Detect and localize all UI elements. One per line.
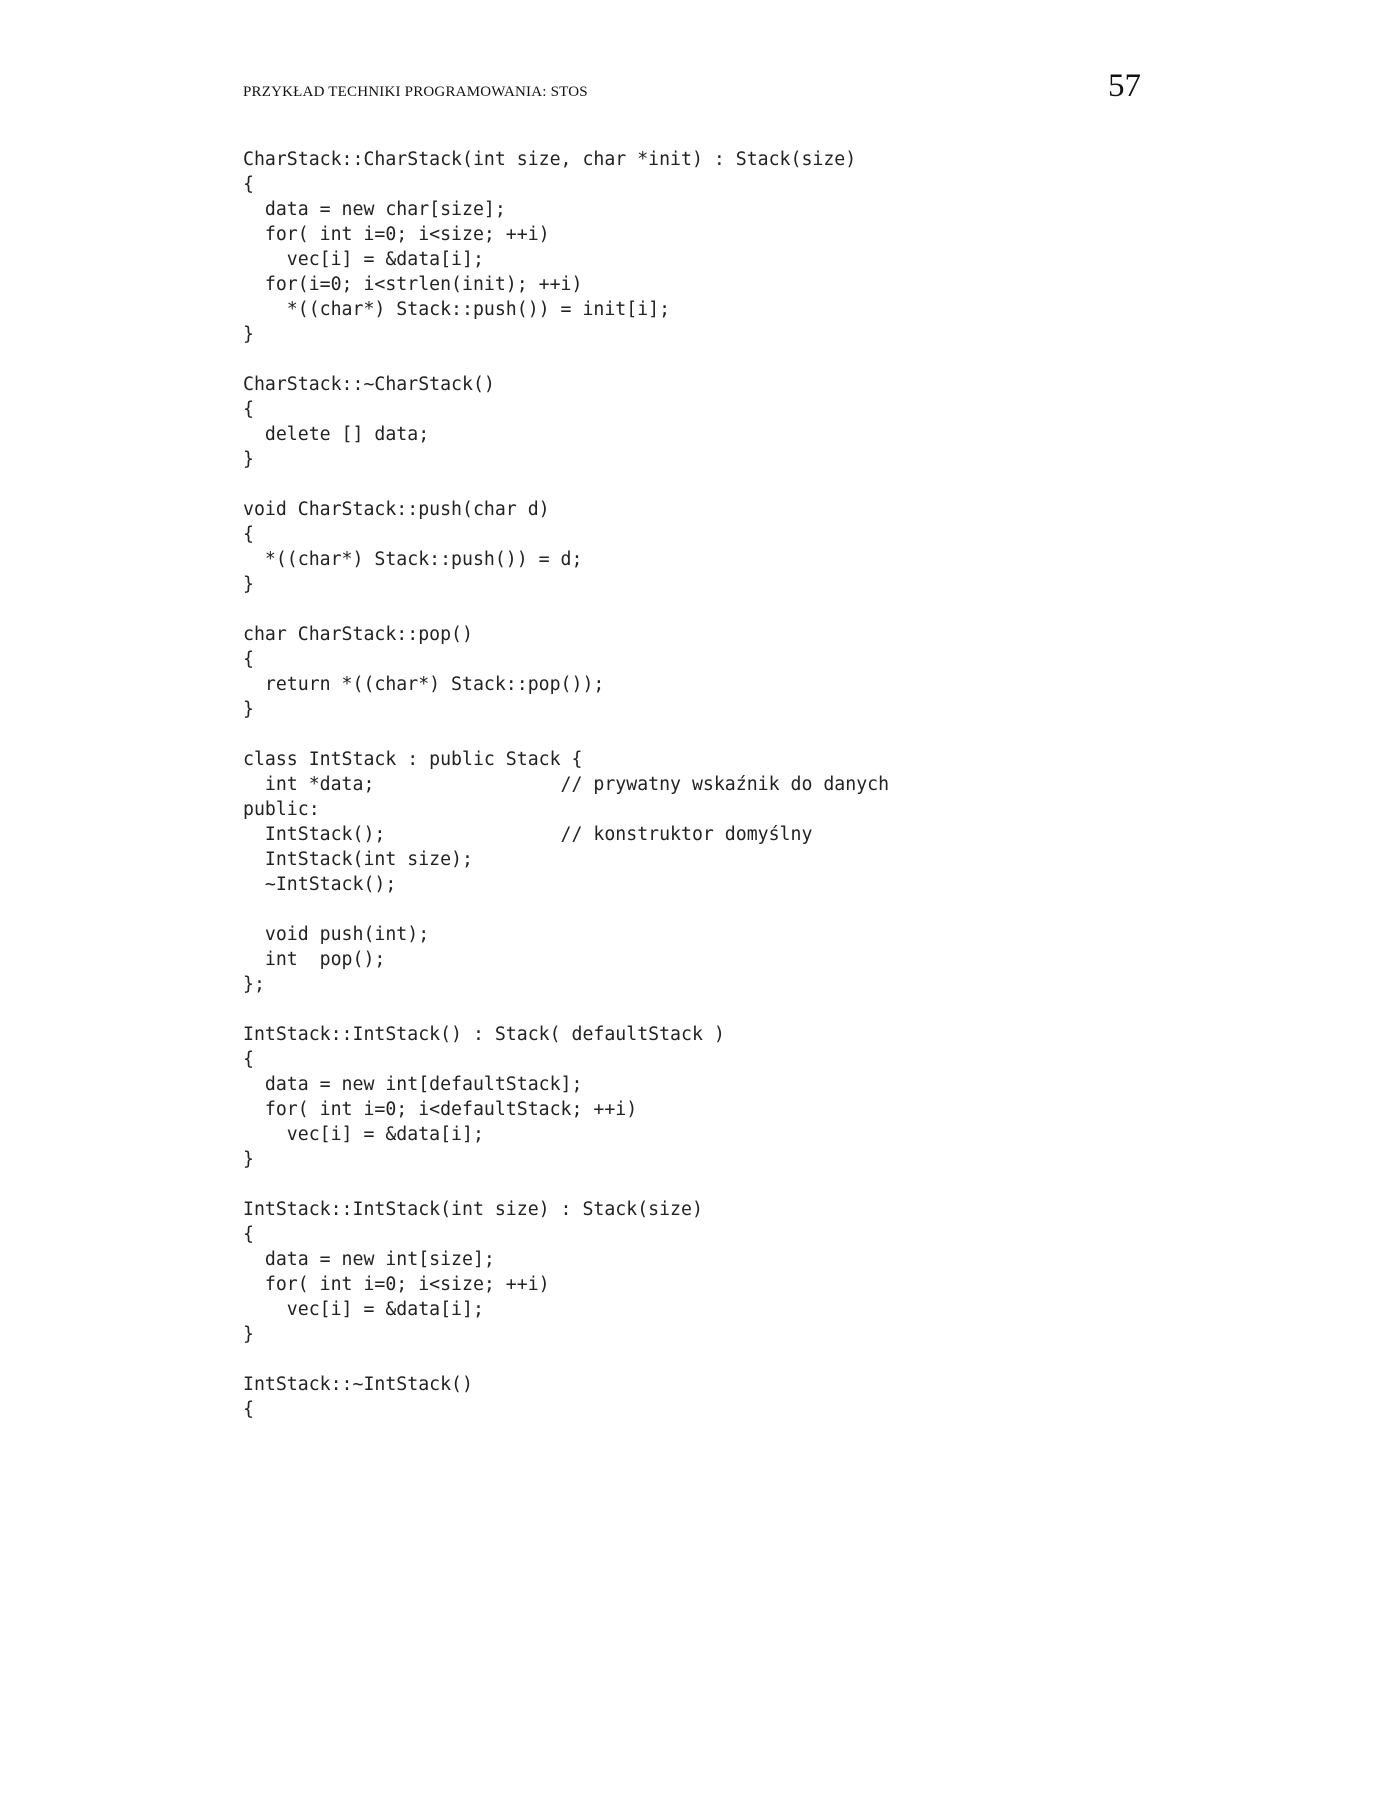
code-line: { <box>243 174 254 195</box>
code-line: ~IntStack(); <box>243 874 397 895</box>
code-line: data = new char[size]; <box>243 199 506 220</box>
code-line: }; <box>243 974 265 995</box>
code-line <box>243 722 889 747</box>
code-line <box>243 997 889 1022</box>
code-line <box>243 472 889 497</box>
code-line: { <box>243 1224 254 1245</box>
code-line: IntStack::IntStack(int size) : Stack(size) <box>243 1199 703 1220</box>
code-line: for(i=0; i<strlen(init); ++i) <box>243 274 583 295</box>
code-line: } <box>243 1149 254 1170</box>
code-line: { <box>243 649 254 670</box>
code-line: CharStack::CharStack(int size, char *init) : Stack(size) <box>243 149 857 170</box>
code-line <box>243 1347 889 1372</box>
code-listing <box>243 147 889 1422</box>
code-line: vec[i] = &data[i]; <box>243 249 484 270</box>
code-line <box>243 897 889 922</box>
code-line: for( int i=0; i<size; ++i) <box>243 1274 550 1295</box>
code-line: } <box>243 699 254 720</box>
running-header: PRZYKŁAD TECHNIKI PROGRAMOWANIA: STOS <box>243 84 588 100</box>
code-line: int *data; // prywatny wskaźnik do danych <box>243 774 890 795</box>
code-line: { <box>243 1049 254 1070</box>
code-line: IntStack::~IntStack() <box>243 1374 473 1395</box>
code-line: IntStack::IntStack() : Stack( defaultStack ) <box>243 1024 725 1045</box>
code-line <box>243 597 889 622</box>
code-line: void push(int); <box>243 924 430 945</box>
code-line: *((char*) Stack::push()) = d; <box>243 549 583 570</box>
code-line: public: <box>243 799 320 820</box>
code-line: } <box>243 574 254 595</box>
code-line: } <box>243 1324 254 1345</box>
code-line: data = new int[defaultStack]; <box>243 1074 583 1095</box>
code-line: } <box>243 324 254 345</box>
code-line: IntStack(int size); <box>243 849 473 870</box>
code-line: } <box>243 449 254 470</box>
code-line: for( int i=0; i<size; ++i) <box>243 224 550 245</box>
code-line: char CharStack::pop() <box>243 624 473 645</box>
code-line: void CharStack::push(char d) <box>243 499 550 520</box>
code-line: return *((char*) Stack::pop()); <box>243 674 605 695</box>
code-line: CharStack::~CharStack() <box>243 374 495 395</box>
code-line: class IntStack : public Stack { <box>243 749 583 770</box>
code-line: int pop(); <box>243 949 386 970</box>
code-line: delete [] data; <box>243 424 430 445</box>
code-line: vec[i] = &data[i]; <box>243 1124 484 1145</box>
code-line: { <box>243 1399 254 1420</box>
code-line: vec[i] = &data[i]; <box>243 1299 484 1320</box>
code-line: data = new int[size]; <box>243 1249 495 1270</box>
page-number: 57 <box>1108 68 1141 104</box>
code-line <box>243 1172 889 1197</box>
code-line: for( int i=0; i<defaultStack; ++i) <box>243 1099 638 1120</box>
code-line: *((char*) Stack::push()) = init[i]; <box>243 299 671 320</box>
code-line: { <box>243 399 254 420</box>
code-line <box>243 347 889 372</box>
code-line: { <box>243 524 254 545</box>
code-line: IntStack(); // konstruktor domyślny <box>243 824 813 845</box>
